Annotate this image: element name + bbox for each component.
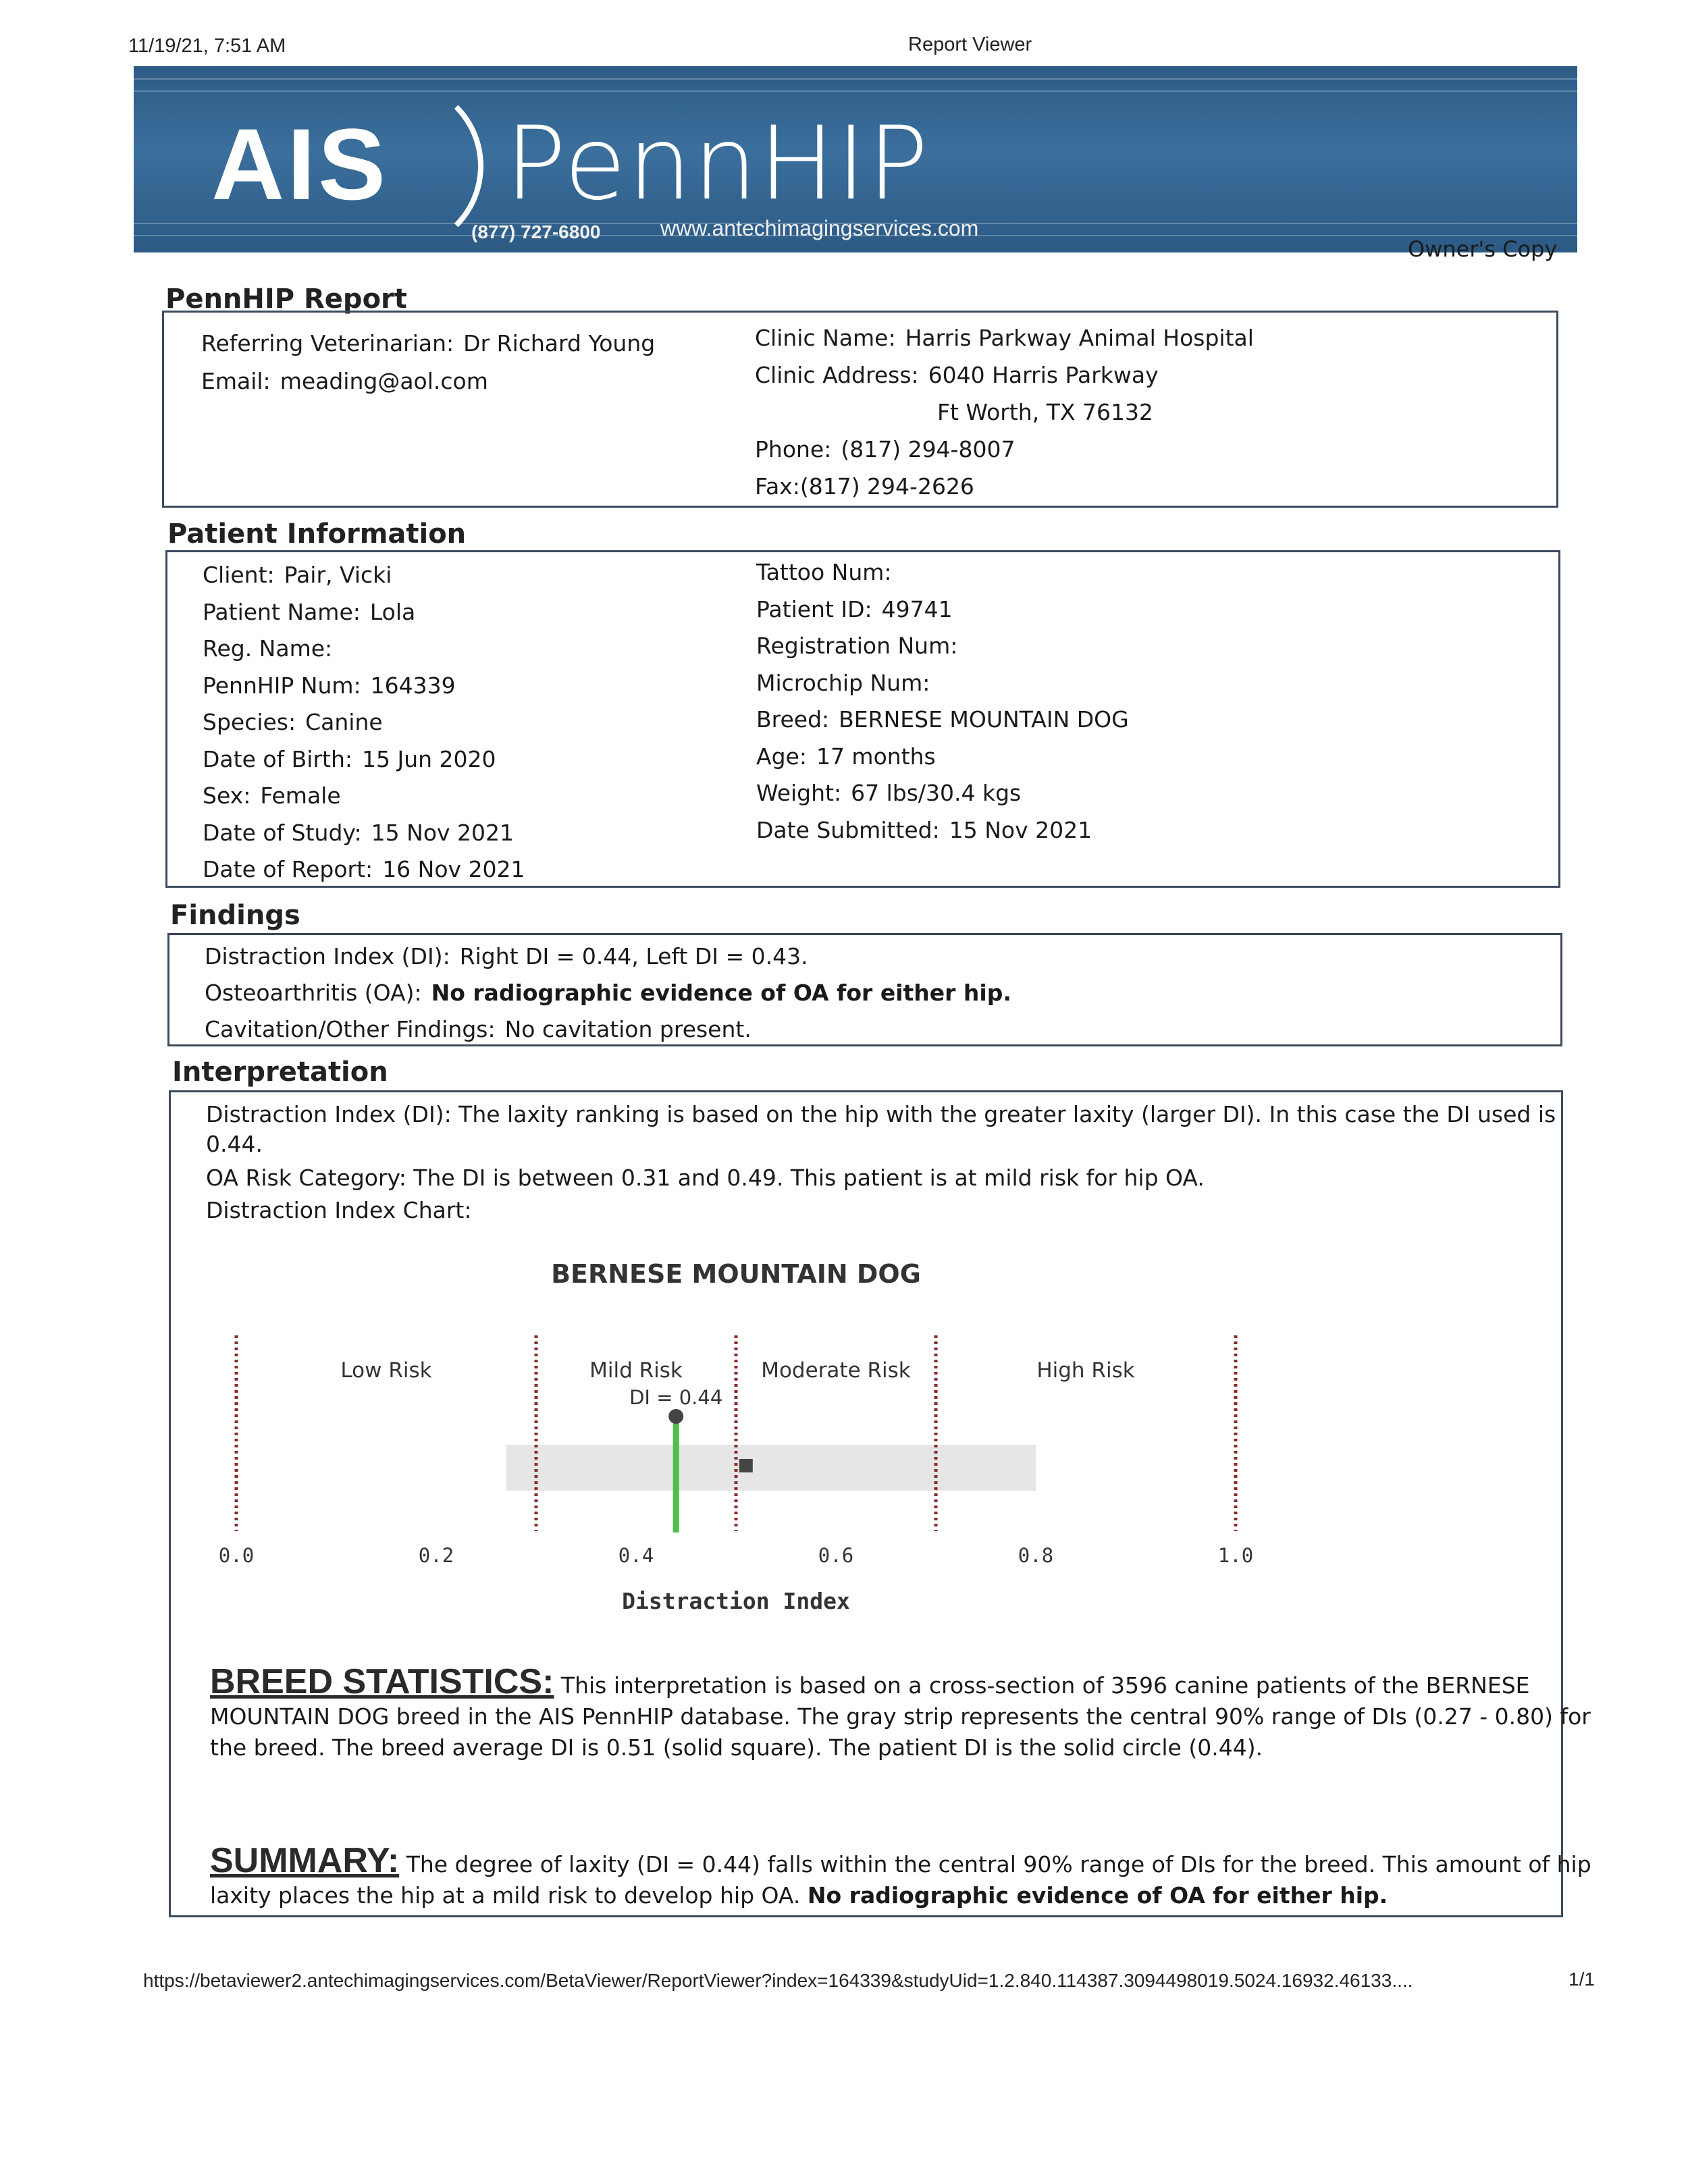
print-datetime: 11/19/21, 7:51 AM xyxy=(128,35,286,57)
summary-line1: The degree of laxity (DI = 0.44) falls within the central 90% range of DIs for the breed. This amount of hip xyxy=(406,1851,1591,1877)
patient-field: Client: Pair, Vicki xyxy=(203,562,392,588)
risk-label: High Risk xyxy=(1036,1358,1135,1383)
summary xyxy=(210,1841,1591,1911)
breed-statistics-heading: BREED STATISTICS: xyxy=(210,1662,554,1701)
email-field: Email: meading@aol.com xyxy=(201,368,488,394)
patient-field: Sex: Female xyxy=(203,782,341,809)
summary-heading: SUMMARY: xyxy=(210,1841,400,1880)
findings-di: Distraction Index (DI): Right DI = 0.44, Left DI = 0.43. xyxy=(205,943,808,969)
x-tick-label: 0.8 xyxy=(1018,1544,1054,1567)
patient-field: PennHIP Num: 164339 xyxy=(203,672,456,699)
x-tick-label: 1.0 xyxy=(1217,1544,1254,1567)
patient-section-title: Patient Information xyxy=(167,518,467,550)
distraction-index-chart xyxy=(171,1227,1562,1646)
patient-field: Date of Study: 15 Nov 2021 xyxy=(203,819,515,846)
print-title: Report Viewer xyxy=(908,34,1032,55)
patient-di-label: DI = 0.44 xyxy=(629,1386,723,1409)
patient-field: Date Submitted: 15 Nov 2021 xyxy=(756,816,1092,843)
clinic-address-city: Ft Worth, TX 76132 xyxy=(937,399,1153,425)
patient-field: Date of Birth: 15 Jun 2020 xyxy=(203,745,496,772)
risk-label: Moderate Risk xyxy=(761,1358,911,1383)
patient-field: Age: 17 months xyxy=(756,743,936,770)
summary-line2: laxity places the hip at a mild risk to develop hip OA. xyxy=(210,1882,801,1909)
patient-field: Date of Report: 16 Nov 2021 xyxy=(203,856,525,882)
logo-arc-icon xyxy=(377,80,483,252)
findings-section-title: Findings xyxy=(170,900,300,931)
pennhip-logo: PennHIP xyxy=(505,105,930,223)
print-footer-page: 1/1 xyxy=(1568,1969,1595,1990)
interp-oa-risk: OA Risk Category: The DI is between 0.31 and 0.49. This patient is at mild risk for hip OA. xyxy=(206,1165,1205,1191)
breed-statistics-line2: MOUNTAIN DOG breed in the AIS PennHIP database. The gray strip represents the central 90% range of DIs (0.27 - 0.80) for xyxy=(210,1703,1591,1730)
x-tick-label: 0.6 xyxy=(818,1544,854,1567)
summary-line2-bold: No radiographic evidence of OA for either hip. xyxy=(807,1882,1388,1909)
print-footer-url: https://betaviewer2.antechimagingservices.com/BetaViewer/ReportViewer?index=164339&studyUid=1.2.840.114387.3094498019.5024.16932.46133.... xyxy=(143,1970,1413,1991)
interp-di-line2: 0.44. xyxy=(206,1131,263,1157)
clinic-fax-field: Fax:(817) 294-2626 xyxy=(755,473,974,500)
x-axis-label: Distraction Index xyxy=(622,1588,850,1614)
patient-field: Reg. Name: xyxy=(203,635,333,662)
risk-label: Low Risk xyxy=(340,1358,432,1383)
clinic-name-field: Clinic Name: Harris Parkway Animal Hospital xyxy=(755,325,1254,351)
patient-field: Tattoo Num: xyxy=(756,559,892,585)
patient-field: Breed: BERNESE MOUNTAIN DOG xyxy=(756,706,1129,733)
ais-logo: AIS xyxy=(211,107,389,221)
owners-copy-label: Owner's Copy xyxy=(1408,236,1558,262)
breed-range-strip xyxy=(506,1445,1036,1491)
findings-box xyxy=(167,933,1562,1046)
report-info-box xyxy=(162,311,1558,508)
patient-info-box xyxy=(165,550,1560,888)
interpretation-box xyxy=(169,1090,1591,1917)
x-tick-label: 0.2 xyxy=(418,1544,454,1567)
interp-di-line1: Distraction Index (DI): The laxity ranking is based on the hip with the greater laxity (larger DI). In this case the DI used is xyxy=(206,1101,1556,1127)
patient-di-circle xyxy=(668,1409,683,1424)
patient-field: Patient ID: 49741 xyxy=(756,595,953,622)
clinic-phone-field: Phone: (817) 294-8007 xyxy=(755,436,1016,462)
referring-vet-field: Referring Veterinarian: Dr Richard Young xyxy=(201,330,656,356)
patient-field: Microchip Num: xyxy=(756,669,930,696)
breed-statistics-line1: This interpretation is based on a cross-section of 3596 canine patients of the BERNESE xyxy=(560,1672,1530,1699)
risk-label: Mild Risk xyxy=(589,1358,683,1383)
clinic-address-field: Clinic Address: 6040 Harris Parkway xyxy=(755,362,1159,388)
ais-pennhip-banner xyxy=(134,66,1577,252)
x-tick-label: 0.4 xyxy=(618,1544,654,1567)
breed-average-square xyxy=(739,1459,753,1472)
findings-oa: Osteoarthritis (OA): No radiographic evidence of OA for either hip. xyxy=(205,980,1011,1006)
findings-cavitation: Cavitation/Other Findings: No cavitation present. xyxy=(205,1016,751,1042)
patient-field: Patient Name: Lola xyxy=(203,598,416,625)
report-section-title: PennHIP Report xyxy=(165,284,407,315)
patient-field: Registration Num: xyxy=(756,633,958,659)
interpretation-section-title: Interpretation xyxy=(172,1057,388,1088)
banner-phone: (877) 727-6800 xyxy=(471,221,601,242)
interp-chart-label: Distraction Index Chart: xyxy=(206,1197,472,1223)
patient-field: Weight: 67 lbs/30.4 kgs xyxy=(756,780,1022,806)
breed-statistics xyxy=(210,1662,1591,1763)
patient-field: Species: Canine xyxy=(203,709,383,735)
x-tick-label: 0.0 xyxy=(218,1544,255,1567)
breed-statistics-line3: the breed. The breed average DI is 0.51 (solid square). The patient DI is the solid circle (0.44). xyxy=(210,1734,1263,1761)
chart-title: BERNESE MOUNTAIN DOG xyxy=(551,1259,921,1289)
banner-website: www.antechimagingservices.com xyxy=(660,216,979,240)
